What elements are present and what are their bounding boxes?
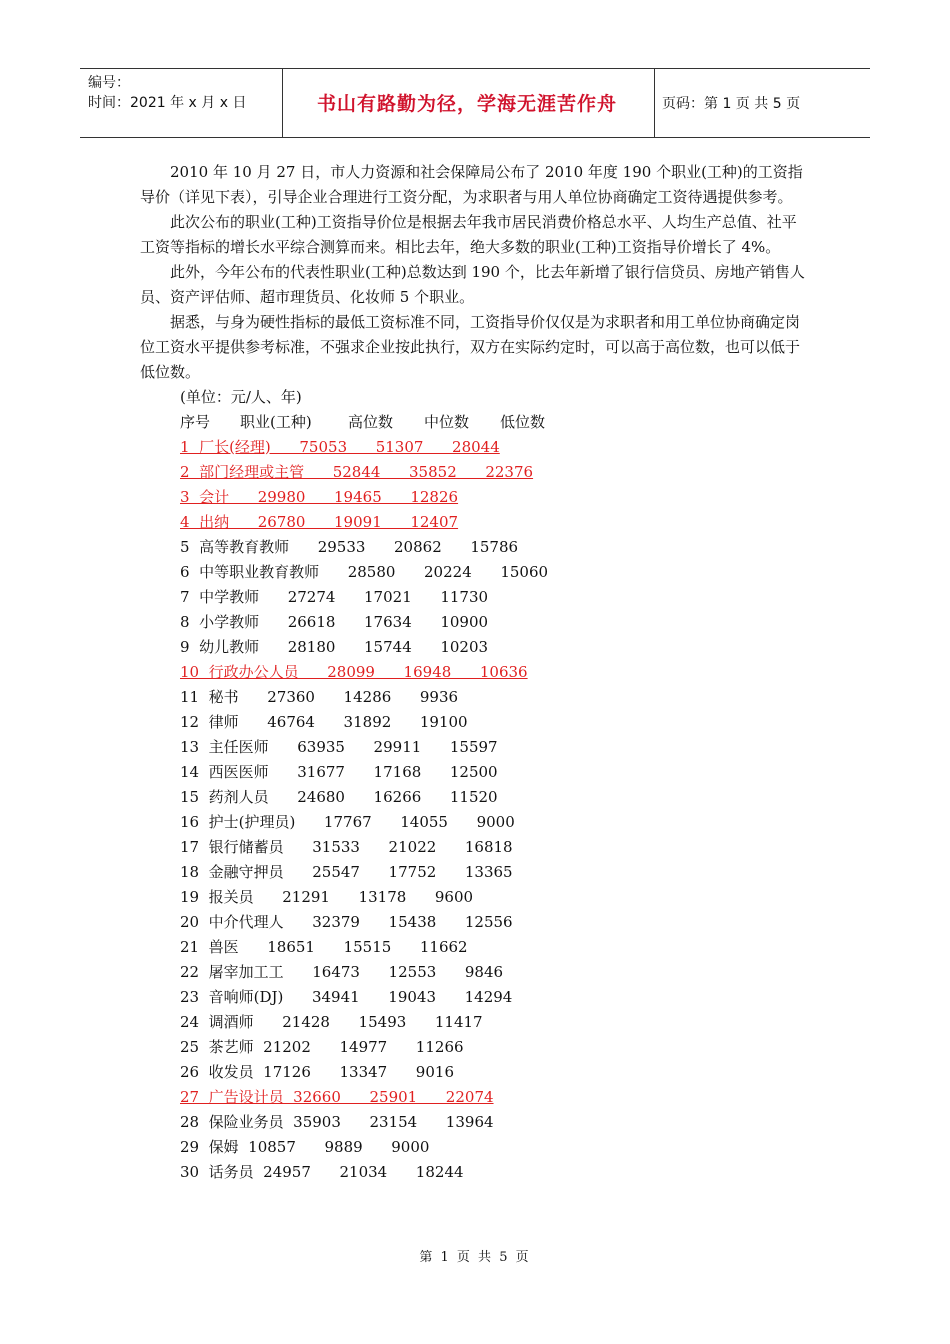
table-row <box>140 985 808 1010</box>
unit-note: (单位：元/人、年) <box>180 388 302 406</box>
table-row <box>140 510 808 535</box>
table-row-text: 23 音响师(DJ) 34941 19043 14294 <box>180 988 513 1006</box>
table-row-text: 16 护士(护理员) 17767 14055 9000 <box>180 813 515 831</box>
table-row-text: 6 中等职业教育教师 28580 20224 15060 <box>180 563 549 581</box>
paragraph: 2010 年 10 月 27 日，市人力资源和社会保障局公布了 2010 年度 190 个职业(工种)的工资指导价（详见下表），引导企业合理进行工资分配，为求职者与用人单位协商确定工资待遇提供参考。 <box>140 163 803 206</box>
table-row <box>140 860 808 885</box>
paragraph: 此外，今年公布的代表性职业(工种)总数达到 190 个，比去年新增了银行信贷员、房地产销售人员、资产评估师、超市理货员、化妆师 5 个职业。 <box>140 263 805 306</box>
paragraph: 据悉，与身为硬性指标的最低工资标准不同，工资指导价仅仅是为求职者和用工单位协商确定岗位工资水平提供参考标准，不强求企业按此执行，双方在实际约定时，可以高于高位数，也可以低于低位数。 <box>140 313 801 381</box>
table-row <box>140 785 808 810</box>
table-row <box>140 935 808 960</box>
table-row-text: 29 保姆 10857 9889 9000 <box>180 1138 430 1156</box>
table-row <box>140 710 808 735</box>
table-row-text: 17 银行储蓄员 31533 21022 16818 <box>180 838 513 856</box>
table-row-text: 3 会计 29980 19465 12826 <box>180 488 459 506</box>
table-row-text: 21 兽医 18651 15515 11662 <box>180 938 468 956</box>
table-row-text: 1 厂长(经理) 75053 51307 28044 <box>180 438 500 456</box>
table-row-text: 4 出纳 26780 19091 12407 <box>180 513 459 531</box>
table-row <box>140 910 808 935</box>
table-row <box>140 1060 808 1085</box>
table-row-text: 18 金融守押员 25547 17752 13365 <box>180 863 513 881</box>
table-row-text: 7 中学教师 27274 17021 11730 <box>180 588 489 606</box>
table-row <box>140 585 808 610</box>
table-row-text: 13 主任医师 63935 29911 15597 <box>180 738 498 756</box>
doc-code-label: 编号： <box>88 75 130 91</box>
header-page-number: 页码：第 1 页 共 5 页 <box>662 96 801 112</box>
col-header-high: 高位数 <box>348 413 394 431</box>
table-row <box>140 735 808 760</box>
table-row <box>140 960 808 985</box>
table-row-text: 30 话务员 24957 21034 18244 <box>180 1163 464 1181</box>
col-header-low: 低位数 <box>500 413 546 431</box>
table-header <box>140 410 808 435</box>
table-row-text: 8 小学教师 26618 17634 10900 <box>180 613 489 631</box>
document-body <box>140 160 808 1185</box>
table-row <box>140 535 808 560</box>
table-row <box>140 560 808 585</box>
table-row-text: 10 行政办公人员 28099 16948 10636 <box>180 663 528 681</box>
page-header <box>80 68 870 138</box>
table-row <box>140 885 808 910</box>
page-footer: 第 1 页 共 5 页 <box>419 1250 531 1265</box>
table-row-text: 15 药剂人员 24680 16266 11520 <box>180 788 498 806</box>
table-row-text: 27 广告设计员 32660 25901 22074 <box>180 1088 494 1106</box>
table-row-text: 11 秘书 27360 14286 9936 <box>180 688 459 706</box>
table-row <box>140 485 808 510</box>
table-row <box>140 835 808 860</box>
table-row-text: 28 保险业务员 35903 23154 13964 <box>180 1113 494 1131</box>
table-row <box>140 1010 808 1035</box>
table-row <box>140 660 808 685</box>
table-row <box>140 1135 808 1160</box>
table-row <box>140 1085 808 1110</box>
table-row-text: 25 茶艺师 21202 14977 11266 <box>180 1038 464 1056</box>
table-row <box>140 685 808 710</box>
col-header-index: 序号 <box>180 413 211 431</box>
header-divider <box>654 69 655 137</box>
table-row <box>140 810 808 835</box>
wage-table <box>140 435 808 1185</box>
table-row <box>140 1035 808 1060</box>
table-row <box>140 1110 808 1135</box>
table-row-text: 2 部门经理或主管 52844 35852 22376 <box>180 463 534 481</box>
table-row <box>140 435 808 460</box>
table-row-text: 20 中介代理人 32379 15438 12556 <box>180 913 513 931</box>
table-row <box>140 635 808 660</box>
table-row-text: 22 屠宰加工工 16473 12553 9846 <box>180 963 504 981</box>
table-row-text: 26 收发员 17126 13347 9016 <box>180 1063 454 1081</box>
table-row-text: 14 西医医师 31677 17168 12500 <box>180 763 498 781</box>
table-row <box>140 460 808 485</box>
doc-date-label: 时间：2021 年 x 月 x 日 <box>88 95 247 111</box>
header-motto: 书山有路勤为径，学海无涯苦作舟 <box>316 93 617 115</box>
table-row <box>140 760 808 785</box>
col-header-mid: 中位数 <box>424 413 470 431</box>
table-row-text: 5 高等教育教师 29533 20862 15786 <box>180 538 519 556</box>
table-row-text: 9 幼儿教师 28180 15744 10203 <box>180 638 489 656</box>
header-meta <box>88 73 246 113</box>
table-row <box>140 610 808 635</box>
paragraph: 此次公布的职业(工种)工资指导价位是根据去年我市居民消费价格总水平、人均生产总值、社平工资等指标的增长水平综合测算而来。相比去年，绝大多数的职业(工种)工资指导价增长了 4%。 <box>140 213 797 256</box>
table-row-text: 19 报关员 21291 13178 9600 <box>180 888 474 906</box>
table-row-text: 12 律师 46764 31892 19100 <box>180 713 468 731</box>
table-row <box>140 1160 808 1185</box>
table-row-text: 24 调酒师 21428 15493 11417 <box>180 1013 483 1031</box>
col-header-occupation: 职业(工种) <box>240 413 312 431</box>
